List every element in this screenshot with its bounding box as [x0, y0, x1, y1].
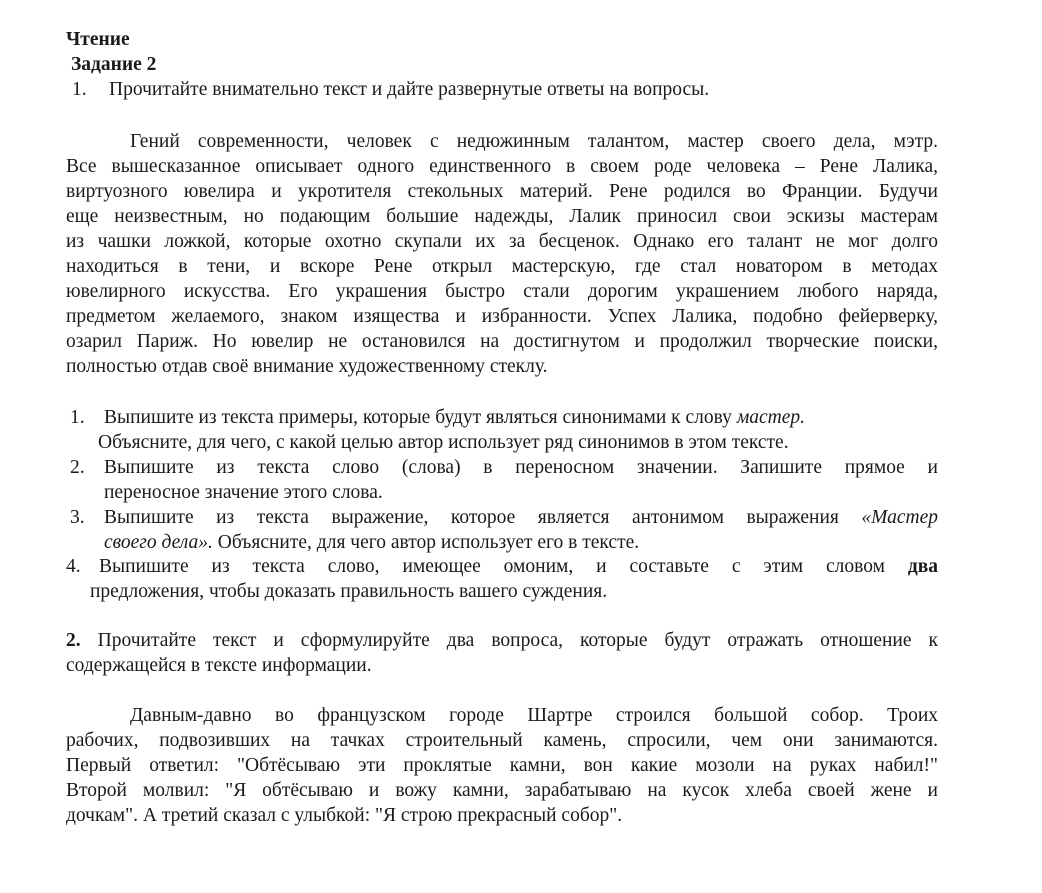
- question-1-text: Выпишите из текста примеры, которые будут являться синонимами к слову: [104, 407, 732, 428]
- question-2-line1: [70, 455, 938, 480]
- task2-number: 2.: [66, 630, 81, 651]
- question-1-keyword: мастер.: [736, 407, 806, 428]
- text1-line: озарил Париж. Но ювелир не остановился на достигнутом и продолжил творческие поиски,: [66, 331, 938, 352]
- task1-text: Прочитайте внимательно текст и дайте развернутые ответы на вопросы.: [109, 79, 710, 100]
- section-title: Чтение: [66, 29, 130, 50]
- question-2-text: Выпишите из текста слово (слова) в переносном значении. Запишите прямое и: [104, 457, 938, 478]
- text2-line: рабочих, подвозивших на тачках строительный камень, спросили, чем они занимаются.: [66, 730, 938, 751]
- question-4-line1: [66, 554, 938, 579]
- text2-line: Второй молвил: "Я обтёсываю и вожу камни, зарабатываю на кусок хлеба своей жене и: [66, 780, 938, 801]
- question-3-text-2: Объясните, для чего автор использует его в тексте.: [217, 532, 640, 553]
- text1-line: находиться в тени, и вскоре Рене открыл мастерскую, где стал новатором в методах: [66, 256, 938, 277]
- question-4-text: Выпишите из текста слово, имеющее омоним, и составьте с этим словом: [99, 556, 885, 577]
- text1-line: Гений современности, человек с недюжинным талантом, мастер своего дела, мэтр.: [130, 131, 938, 152]
- question-2: [70, 455, 938, 505]
- task2-instruction: [66, 628, 938, 678]
- question-1: [70, 405, 938, 455]
- task2-line2: содержащейся в тексте информации.: [66, 655, 372, 676]
- question-3-line2: [70, 530, 938, 555]
- text2-line: Давным-давно во французском городе Шартре строился большой собор. Троих: [130, 705, 938, 726]
- text1-line: полностью отдав своё внимание художественному стеклу.: [66, 356, 548, 377]
- question-3-phrase-end: своего дела».: [104, 532, 213, 553]
- text1-line: Все вышесказанное описывает одного единственного в своем роде человека – Рене Лалика,: [66, 156, 938, 177]
- task1-instruction: [72, 77, 942, 102]
- reading-text-1: [66, 129, 938, 379]
- question-4: [66, 554, 938, 604]
- text1-line: ювелирного искусства. Его украшения быстро стали дорогим украшением любого наряда,: [66, 281, 938, 302]
- task2-line1: [66, 628, 938, 653]
- question-4-number: 4.: [66, 556, 81, 577]
- question-1-number: 1.: [70, 407, 85, 428]
- text2-line: Первый ответил: "Обтёсываю эти проклятые камни, вон какие мозоли на руках набил!": [66, 755, 938, 776]
- question-2-line2: переносное значение этого слова.: [104, 482, 383, 503]
- question-4-bold-word: два: [907, 556, 938, 577]
- question-3-text: Выпишите из текста выражение, которое является антонимом выражения: [104, 507, 839, 528]
- task1-number: 1.: [72, 79, 87, 100]
- task-title: Задание 2: [71, 54, 157, 75]
- question-3-line1: [70, 505, 938, 530]
- question-3-number: 3.: [70, 507, 85, 528]
- text1-line: из чашки ложкой, которые охотно скупали их за бесценок. Однако его талант не мог долго: [66, 231, 938, 252]
- task2-text: Прочитайте текст и сформулируйте два вопроса, которые будут отражать отношение к: [97, 630, 939, 651]
- reading-text-2: [66, 703, 938, 828]
- text1-line: виртуозного ювелира и укротителя стекольных материй. Рене родился во Франции. Будучи: [66, 181, 938, 202]
- question-1-line2: Объясните, для чего, с какой целью автор использует ряд синонимов в этом тексте.: [98, 432, 789, 453]
- text1-line: еще неизвестным, но подающим большие надежды, Лалик приносил свои эскизы мастерам: [66, 206, 938, 227]
- question-3-phrase-start: «Мастер: [861, 507, 939, 528]
- question-1-line1: [70, 405, 938, 430]
- text1-line: предметом желаемого, знаком изящества и избранности. Успех Лалика, подобно фейерверку,: [66, 306, 938, 327]
- question-3: [70, 505, 938, 555]
- question-2-number: 2.: [70, 457, 85, 478]
- text2-line: дочкам". А третий сказал с улыбкой: "Я строю прекрасный собор".: [66, 805, 623, 826]
- question-4-line2: предложения, чтобы доказать правильность вашего суждения.: [90, 581, 608, 602]
